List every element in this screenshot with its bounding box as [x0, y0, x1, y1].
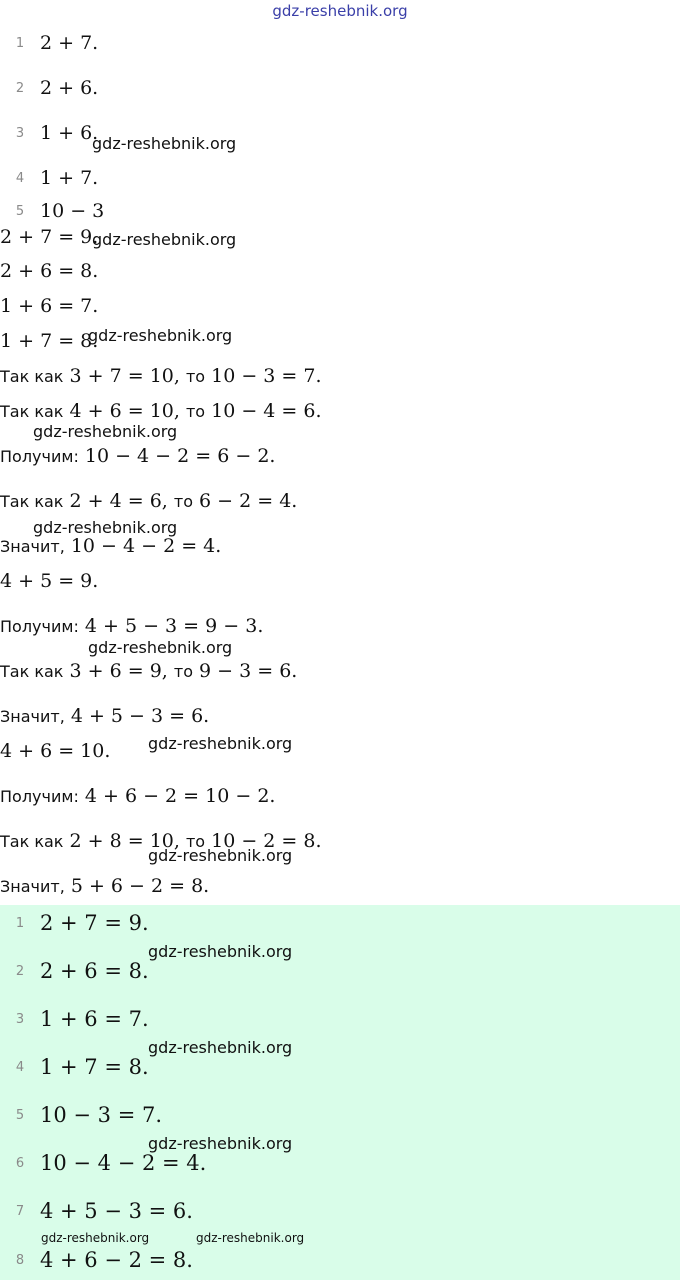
- watermark: gdz-reshebnik.org: [196, 1231, 305, 1245]
- solution-line: Так как 3 + 6 = 9, то 9 − 3 = 6.: [0, 660, 298, 682]
- header-watermark: gdz-reshebnik.org: [272, 2, 408, 20]
- watermark: gdz-reshebnik.org: [148, 1134, 293, 1153]
- watermark: gdz-reshebnik.org: [33, 518, 178, 537]
- solution-line: Получим: 4 + 6 − 2 = 10 − 2.: [0, 785, 276, 807]
- line-number: 1: [15, 35, 25, 51]
- watermark: gdz-reshebnik.org: [41, 1231, 150, 1245]
- solution-line: 2 + 7 = 9.: [0, 226, 99, 248]
- watermark: gdz-reshebnik.org: [148, 734, 293, 753]
- solution-line: 2 + 6 = 8.: [0, 260, 99, 282]
- task-expression: 2 + 6.: [40, 77, 99, 99]
- solution-line: 4 + 5 = 9.: [0, 570, 99, 592]
- answer-expression: 1 + 7 = 8.: [40, 1055, 149, 1079]
- solution-line: Получим: 4 + 5 − 3 = 9 − 3.: [0, 615, 264, 637]
- solution-line: Так как 2 + 8 = 10, то 10 − 2 = 8.: [0, 830, 322, 852]
- line-number: 8: [15, 1252, 25, 1268]
- task-expression: 1 + 7.: [40, 167, 99, 189]
- answer-panel: [0, 905, 680, 1280]
- list-item: [0, 73, 98, 103]
- solution-line: 4 + 6 = 10.: [0, 740, 111, 762]
- watermark: gdz-reshebnik.org: [92, 134, 237, 153]
- task-expression: 2 + 7.: [40, 32, 99, 54]
- solution-line: Значит, 4 + 5 − 3 = 6.: [0, 705, 210, 727]
- answer-item: [0, 1004, 149, 1034]
- solution-line: 1 + 7 = 8.: [0, 330, 99, 352]
- line-number: 4: [15, 170, 25, 186]
- solution-line: Так как 2 + 4 = 6, то 6 − 2 = 4.: [0, 490, 298, 512]
- line-number: 2: [15, 963, 25, 979]
- answer-expression: 4 + 5 − 3 = 6.: [40, 1199, 193, 1223]
- answer-item: [0, 908, 149, 938]
- answer-item: [0, 1100, 162, 1130]
- line-number: 1: [15, 915, 25, 931]
- line-number: 7: [15, 1203, 25, 1219]
- answer-item: [0, 1196, 193, 1226]
- task-expression: 10 − 3: [40, 200, 105, 222]
- watermark: gdz-reshebnik.org: [92, 230, 237, 249]
- cut-off-list-item: [0, 200, 680, 222]
- line-number: 6: [15, 1155, 25, 1171]
- solution-line: 1 + 6 = 7.: [0, 295, 99, 317]
- answer-item: [0, 956, 149, 986]
- solution-line: Получим: 10 − 4 − 2 = 6 − 2.: [0, 445, 276, 467]
- solution-line: Так как 4 + 6 = 10, то 10 − 4 = 6.: [0, 400, 322, 422]
- line-number: 2: [15, 80, 25, 96]
- watermark: gdz-reshebnik.org: [148, 1038, 293, 1057]
- line-number: 5: [15, 203, 25, 219]
- watermark: gdz-reshebnik.org: [148, 846, 293, 865]
- answer-expression: 2 + 6 = 8.: [40, 959, 149, 983]
- answer-expression: 1 + 6 = 7.: [40, 1007, 149, 1031]
- list-item: [0, 118, 98, 148]
- solution-line: Значит, 5 + 6 − 2 = 8.: [0, 875, 210, 897]
- watermark: gdz-reshebnik.org: [33, 422, 178, 441]
- line-number: 4: [15, 1059, 25, 1075]
- list-item: [0, 163, 98, 193]
- answer-expression: 4 + 6 − 2 = 8.: [40, 1248, 193, 1272]
- answer-expression: 2 + 7 = 9.: [40, 911, 149, 935]
- answer-item: [0, 1245, 193, 1275]
- list-item: [0, 28, 98, 58]
- answer-expression: 10 − 3 = 7.: [40, 1103, 163, 1127]
- answer-item: [0, 1052, 149, 1082]
- answer-expression: 10 − 4 − 2 = 4.: [40, 1151, 207, 1175]
- watermark: gdz-reshebnik.org: [88, 638, 233, 657]
- line-number: 3: [15, 1011, 25, 1027]
- task-expression: 1 + 6.: [40, 122, 99, 144]
- line-number: 3: [15, 125, 25, 141]
- line-number: 5: [15, 1107, 25, 1123]
- watermark: gdz-reshebnik.org: [88, 326, 233, 345]
- solution-line: Так как 3 + 7 = 10, то 10 − 3 = 7.: [0, 365, 322, 387]
- watermark: gdz-reshebnik.org: [148, 942, 293, 961]
- solution-line: Значит, 10 − 4 − 2 = 4.: [0, 535, 222, 557]
